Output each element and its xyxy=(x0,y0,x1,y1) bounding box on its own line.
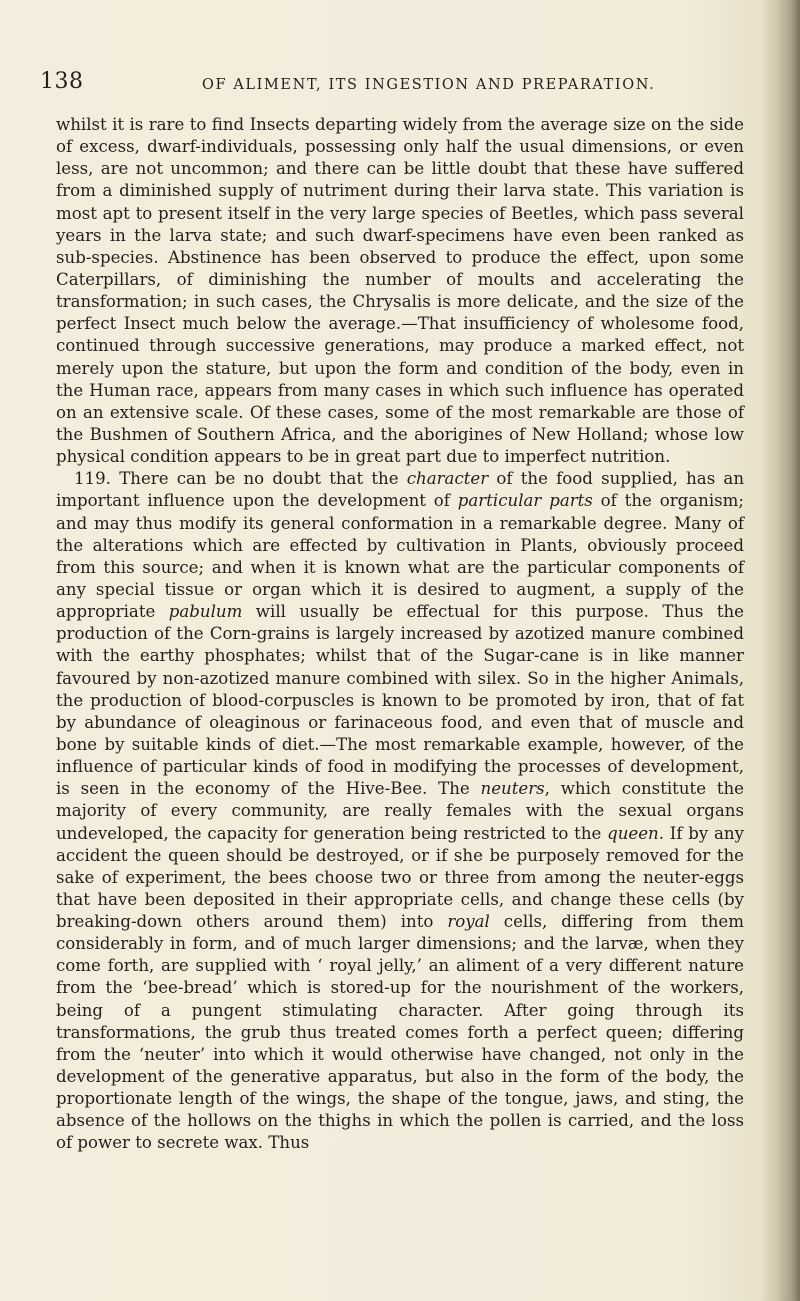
text-run: There can be no doubt that the xyxy=(119,469,407,489)
running-head: OF ALIMENT, ITS INGESTION AND PREPARATION. xyxy=(202,77,656,93)
italic-term: pabulum xyxy=(168,602,243,622)
text-run: will usually be effectual for this purpose. Thus the production of the Corn-grains is largely increased by azotized manure combined with the earthy phosphates; whilst that of the Sugar-cane is in like manner favoured by non-azotized manure combined with silex. So in the higher Animals, the production of blood-corpuscles is known to be promoted by iron, that of fat by abundance of oleaginous or farinaceous food, and even that of muscle and bone by suitable kinds of diet.—The most remarkable example, however, of the influence of particular kinds of food in modifying the processes of development, is seen in the economy of the Hive-Bee. The xyxy=(56,602,745,799)
page-edge-shadow xyxy=(760,0,800,1301)
page-number: 138 xyxy=(40,69,84,94)
paragraph-continuation: whilst it is rare to find Insects departing widely from the average size on the side of excess, dwarf-individuals, possessing only half the usual dimensions, or even less, are not uncommon; and there can be little doubt that these have suffered from a diminished supply of nutriment during their larva state. This variation is most apt to present itself in the very large species of Beetles, which pass several years in the larva state; and such dwarf-specimens have even been ranked as sub-species. Abstinence has been observed to produce the effect, upon some Caterpillars, of diminishing the number of moults and accelerating the transformation; in such cases, the Chrysalis is more delicate, and the size of the perfect Insect much below the average.—That insufficiency of wholesome food, continued through successive generations, may produce a marked effect, not merely upon the stature, but upon the form and condition of the body, even in the Human race, appears from many cases in which such influence has operated on an extensive scale. Of these cases, some of the most remarkable are those of the Bushmen of Southern Africa, and the aborigines of New Holland; whose low physical condition appears to be in great part due to imperfect nutrition. xyxy=(56,115,744,467)
italic-term: royal xyxy=(447,912,490,932)
italic-term: neuters xyxy=(480,779,545,799)
italic-term: particular parts xyxy=(457,491,593,511)
paragraph-section-119 xyxy=(56,468,744,1154)
italic-term: character xyxy=(406,469,489,489)
text-run: of the organism; and may thus modify its general conformation in a remarkable degree. Many of the alterations which are effected by cultivation in Plants, obviously proceed from this source; and when it is known what are the particular components of any special tissue or organ which it is desired to augment, a supply of the appropriate xyxy=(56,491,744,622)
text-run: cells, differing from them considerably in form, and of much larger dimensions; and the larvæ, when they come forth, are supplied with ‘ royal jelly,’ an aliment of a very different nature from the ‘bee-bread’ which is stored-up for the nourishment of the workers, being of a pungent stimulating character. After going through its transformations, the grub thus treated comes forth a perfect queen; differing from the ‘neuter’ into which it would otherwise have changed, not only in the development of the generative apparatus, but also in the form of the body, the proportionate length of the wings, the shape of the tongue, jaws, and sting, the absence of the hollows on the thighs in which the pollen is carried, and the loss of power to secrete wax. Thus xyxy=(56,912,744,1153)
page-header xyxy=(40,71,740,101)
text-run: . If by any accident the queen should be destroyed, or if she be purposely removed for the sake of experiment, the bees choose two or three from among the neuter-eggs that have been deposited in their appropriate cells, and change these cells (by breaking-down others around them) into xyxy=(56,823,744,932)
section-number: 119. xyxy=(74,469,111,489)
italic-term: queen xyxy=(607,823,659,843)
body-text xyxy=(56,114,744,1155)
text-run: of the food supplied, has an important influence upon the development of xyxy=(56,469,745,511)
text-run: , which constitute the majority of every community, are really females with the sexual organs undeveloped, the capacity for generation being restricted to the xyxy=(56,779,744,843)
